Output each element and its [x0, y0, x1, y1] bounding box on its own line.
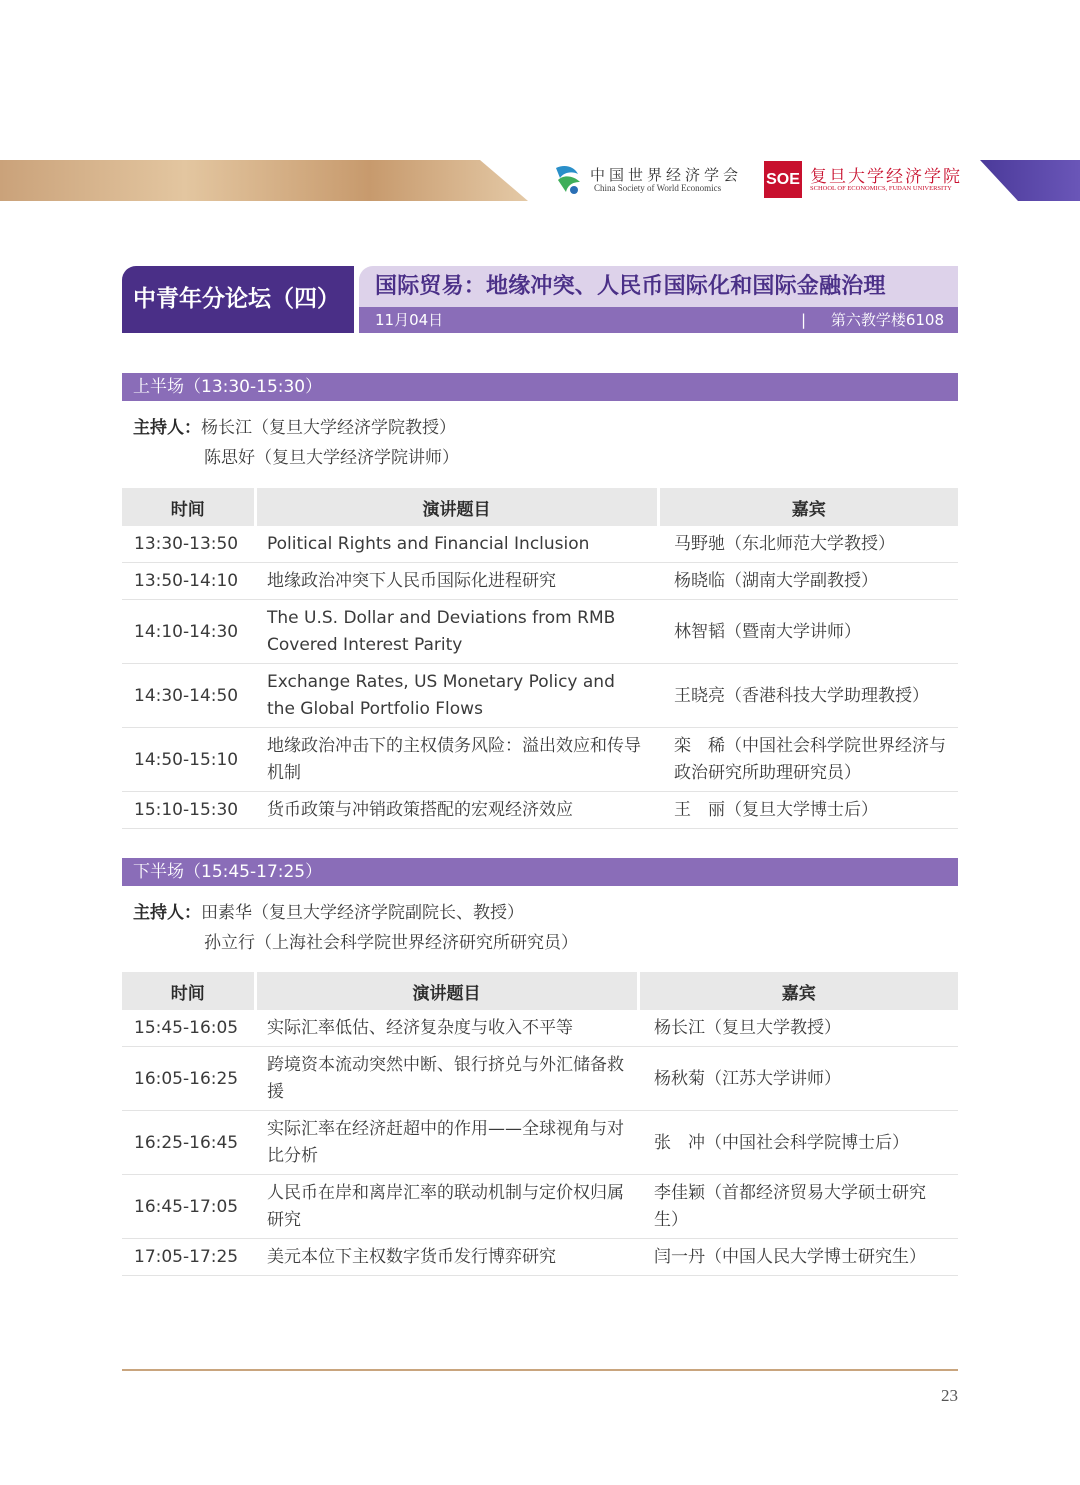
forum-date: 11月04日 [375, 311, 444, 329]
talk-speaker: 马野驰（东北师范大学教授） [658, 526, 958, 563]
talk-topic: 地缘政治冲突下人民币国际化进程研究 [255, 563, 658, 600]
host-name: 田素华（复旦大学经济学院副院长、教授） [201, 903, 524, 923]
footer-divider [122, 1369, 958, 1371]
session-2-hosts [133, 898, 578, 958]
forum-tag: 中青年分论坛（四） [122, 266, 354, 333]
table-row [122, 1010, 958, 1047]
forum-title: 国际贸易：地缘冲突、人民币国际化和国际金融治理 [359, 266, 958, 307]
table-row [122, 1047, 958, 1111]
talk-topic: 实际汇率低估、经济复杂度与收入不平等 [255, 1010, 638, 1047]
host-name: 孙立行（上海社会科学院世界经济研究所研究员） [204, 933, 578, 953]
talk-speaker: 杨晓临（湖南大学副教授） [658, 563, 958, 600]
talk-speaker: 杨秋菊（江苏大学讲师） [638, 1047, 958, 1111]
table-row [122, 1239, 958, 1276]
soe-logo-cn: 复旦大学经济学院 [810, 167, 962, 187]
talk-time: 14:50-15:10 [122, 728, 255, 792]
talk-time: 14:10-14:30 [122, 600, 255, 664]
session-2-title: 下半场（15:45-17:25） [122, 858, 958, 886]
forum-info-bar [359, 307, 958, 333]
table-row [122, 1111, 958, 1175]
talk-speaker: 林智韬（暨南大学讲师） [658, 600, 958, 664]
col-topic-header: 演讲题目 [255, 972, 638, 1010]
talk-time: 14:30-14:50 [122, 664, 255, 728]
page-number: 23 [941, 1386, 958, 1405]
talk-topic: 人民币在岸和离岸汇率的联动机制与定价权归属研究 [255, 1175, 638, 1239]
talk-topic: Exchange Rates, US Monetary Policy and the Global Portfolio Flows [255, 664, 658, 728]
host-label: 主持人： [133, 903, 201, 923]
session-1-schedule-table [122, 488, 958, 829]
csw-logo-cn: 中国世界经济学会 [590, 166, 743, 184]
table-row [122, 728, 958, 792]
table-header-row [122, 488, 958, 526]
host-name: 陈思好（复旦大学经济学院讲师） [204, 448, 459, 468]
forum-separator: | [801, 311, 807, 329]
table-row [122, 792, 958, 829]
forum-header [359, 266, 958, 333]
table-row [122, 563, 958, 600]
session-2-schedule-table [122, 972, 958, 1276]
talk-speaker: 张 冲（中国社会科学院博士后） [638, 1111, 958, 1175]
session-1-title: 上半场（13:30-15:30） [122, 373, 958, 401]
csw-logo-en: China Society of World Economics [594, 183, 722, 193]
col-speaker-header: 嘉宾 [658, 488, 958, 526]
table-row [122, 664, 958, 728]
talk-speaker: 王 丽（复旦大学博士后） [658, 792, 958, 829]
host-name: 杨长江（复旦大学经济学院教授） [201, 418, 456, 438]
table-row [122, 600, 958, 664]
forum-venue: 第六教学楼6108 [830, 311, 944, 329]
session-1-hosts [133, 413, 459, 473]
talk-topic: 地缘政治冲击下的主权债务风险：溢出效应和传导机制 [255, 728, 658, 792]
talk-time: 13:50-14:10 [122, 563, 255, 600]
host-label: 主持人： [133, 418, 201, 438]
talk-speaker: 王晓亮（香港科技大学助理教授） [658, 664, 958, 728]
soe-logo [764, 161, 964, 199]
talk-topic: 跨境资本流动突然中断、银行挤兑与外汇储备救援 [255, 1047, 638, 1111]
talk-speaker: 杨长江（复旦大学教授） [638, 1010, 958, 1047]
soe-logo-mark: SOE [764, 161, 802, 198]
talk-speaker: 闫一丹（中国人民大学博士研究生） [638, 1239, 958, 1276]
talk-time: 15:10-15:30 [122, 792, 255, 829]
header-gold-band [0, 160, 528, 201]
talk-time: 15:45-16:05 [122, 1010, 255, 1047]
talk-speaker: 李佳颖（首都经济贸易大学硕士研究生） [638, 1175, 958, 1239]
talk-time: 16:45-17:05 [122, 1175, 255, 1239]
talk-topic: 美元本位下主权数字货币发行博弈研究 [255, 1239, 638, 1276]
talk-topic: Political Rights and Financial Inclusion [255, 526, 658, 563]
csw-logo-icon [552, 162, 586, 198]
col-time-header: 时间 [122, 488, 255, 526]
talk-speaker: 栾 稀（中国社会科学院世界经济与政治研究所助理研究员） [658, 728, 958, 792]
talk-topic: The U.S. Dollar and Deviations from RMB Covered Interest Parity [255, 600, 658, 664]
col-topic-header: 演讲题目 [255, 488, 658, 526]
talk-topic: 货币政策与冲销政策搭配的宏观经济效应 [255, 792, 658, 829]
header-purple-band [980, 160, 1080, 201]
talk-time: 13:30-13:50 [122, 526, 255, 563]
table-row [122, 526, 958, 563]
soe-logo-en: SCHOOL OF ECONOMICS, FUDAN UNIVERSITY [810, 185, 952, 192]
talk-time: 16:25-16:45 [122, 1111, 255, 1175]
csw-logo [552, 162, 742, 198]
table-header-row [122, 972, 958, 1010]
col-speaker-header: 嘉宾 [638, 972, 958, 1010]
talk-time: 17:05-17:25 [122, 1239, 255, 1276]
talk-time: 16:05-16:25 [122, 1047, 255, 1111]
table-row [122, 1175, 958, 1239]
talk-topic: 实际汇率在经济赶超中的作用——全球视角与对比分析 [255, 1111, 638, 1175]
col-time-header: 时间 [122, 972, 255, 1010]
